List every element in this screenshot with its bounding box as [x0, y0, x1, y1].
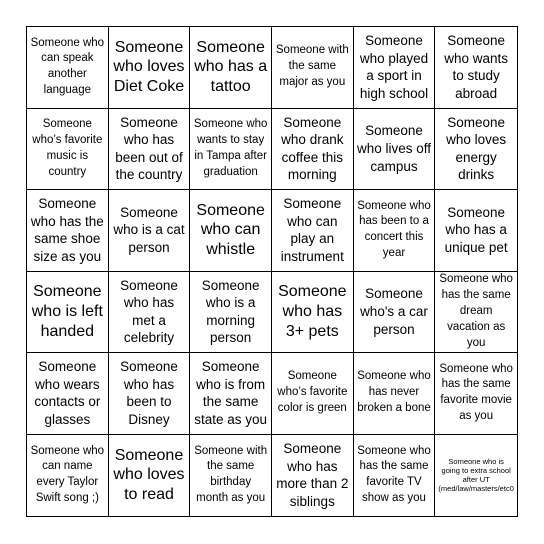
bingo-cell-r5-c1: [27, 353, 109, 435]
bingo-cell-r1-c3: [190, 27, 272, 109]
bingo-cell-r1-c2: [109, 27, 191, 109]
bingo-cell-text: Someone who wants to study abroad: [444, 33, 509, 101]
bingo-cell-r1-c1: [27, 27, 109, 109]
bingo-cell-text: Someone who has the same dream vacation as you: [439, 273, 513, 349]
bingo-cell-text: Someone who wears contacts or glasses: [34, 359, 101, 427]
bingo-cell-text: Someone who has the same favorite movie as you: [439, 362, 513, 423]
bingo-cell-text: Someone who wants to stay in Tampa after graduation: [193, 118, 268, 178]
bingo-cell-text: Someone who has been to a concert this year: [357, 199, 431, 260]
bingo-cell-r5-c2: [109, 353, 191, 435]
bingo-cell-r1-c4: [272, 27, 354, 109]
bingo-cell-r5-c5: [354, 353, 436, 435]
bingo-cell-text: Someone who has the same shoe size as you: [30, 196, 104, 264]
bingo-cell-r3-c3: [190, 190, 272, 272]
bingo-cell-r5-c3: [190, 353, 272, 435]
bingo-cell-text: Someone who loves energy drinks: [446, 114, 507, 183]
bingo-cell-r1-c6: [435, 27, 517, 109]
bingo-cell-r6-c4: [272, 435, 354, 517]
bingo-cell-text: Someone with the same major as you: [275, 44, 349, 89]
bingo-cell-r4-c6: [435, 272, 517, 354]
bingo-cell-text: Someone who loves Diet Coke: [113, 38, 185, 95]
bingo-cell-r6-c6: [435, 435, 517, 517]
bingo-cell-text: Someone who loves to read: [113, 446, 185, 503]
bingo-cell-r4-c3: [190, 272, 272, 354]
bingo-cell-text: Someone who has been out of the country: [115, 114, 183, 183]
bingo-cell-r3-c6: [435, 190, 517, 272]
bingo-cell-r4-c1: [27, 272, 109, 354]
bingo-cell-r2-c4: [272, 109, 354, 191]
bingo-cell-r1-c5: [354, 27, 436, 109]
bingo-cell-text: Someone who can speak another language: [30, 36, 105, 97]
bingo-cell-text: Someone who has more than 2 siblings: [276, 441, 349, 509]
bingo-cell-text: Someone who is a morning person: [201, 277, 260, 346]
bingo-cell-text: Someone who’s favorite color is green: [277, 370, 348, 415]
bingo-cell-r3-c2: [109, 190, 191, 272]
bingo-cell-text: Someone who has a tattoo: [194, 38, 268, 95]
bingo-cell-r6-c3: [190, 435, 272, 517]
bingo-cell-r6-c2: [109, 435, 191, 517]
bingo-cell-text: Someone who has the same favorite TV show as you: [357, 444, 431, 505]
bingo-cell-r3-c4: [272, 190, 354, 272]
bingo-cell-text: Someone who’s favorite music is country: [32, 118, 103, 178]
bingo-cell-text: Someone who has 3+ pets: [278, 283, 347, 340]
bingo-cell-text: Someone who has been to Disney: [120, 359, 178, 427]
bingo-cell-text: Someone who is left handed: [31, 283, 103, 340]
bingo-cell-r2-c2: [109, 109, 191, 191]
bingo-cell-text: Someone who's a car person: [360, 286, 428, 337]
bingo-cell-r2-c1: [27, 109, 109, 191]
bingo-cell-r6-c1: [27, 435, 109, 517]
bingo-cell-text: Someone who lives off campus: [356, 123, 432, 174]
bingo-cell-text: Someone who can whistle: [196, 201, 265, 258]
bingo-cell-r3-c1: [27, 190, 109, 272]
bingo-cell-r6-c5: [354, 435, 436, 517]
bingo-cell-r4-c4: [272, 272, 354, 354]
bingo-cell-r2-c6: [435, 109, 517, 191]
bingo-cell-text: Someone who can name every Taylor Swift song ;): [30, 444, 105, 505]
bingo-cell-r2-c5: [354, 109, 436, 191]
bingo-cell-r4-c5: [354, 272, 436, 354]
bingo-cell-text: Someone who is going to extra school after UT (med/law/masters/etc0: [438, 457, 514, 494]
bingo-cell-text: Someone who can play an instrument: [280, 196, 344, 264]
bingo-cell-text: Someone with the same birthday month as you: [194, 444, 268, 505]
bingo-cell-r3-c5: [354, 190, 436, 272]
bingo-cell-text: Someone who has met a celebrity: [120, 277, 178, 346]
bingo-cell-r5-c4: [272, 353, 354, 435]
bingo-cell-text: Someone who has a unique pet: [444, 204, 508, 256]
bingo-cell-text: Someone who played a sport in high school: [359, 33, 429, 101]
bingo-cell-text: Someone who is a cat person: [113, 204, 185, 256]
bingo-board: [26, 26, 518, 517]
bingo-cell-text: Someone who drank coffee this morning: [281, 114, 344, 183]
bingo-cell-r5-c6: [435, 353, 517, 435]
bingo-cell-text: Someone who is from the same state as you: [194, 359, 268, 427]
bingo-cell-r2-c3: [190, 109, 272, 191]
bingo-cell-r4-c2: [109, 272, 191, 354]
bingo-cell-text: Someone who has never broken a bone: [357, 370, 431, 415]
